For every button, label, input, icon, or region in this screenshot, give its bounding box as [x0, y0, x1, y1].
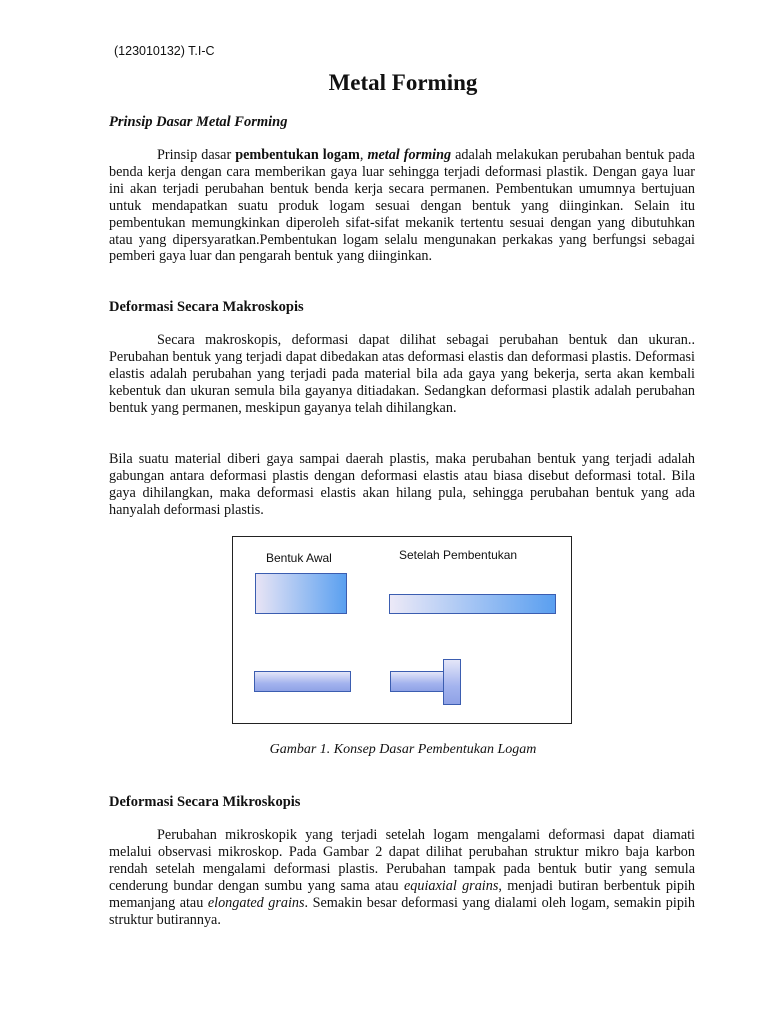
- term-metal-forming: metal forming: [367, 147, 452, 163]
- paragraph-makroskopis-1: Secara makroskopis, deformasi dapat dilihat sebagai perubahan bentuk dan ukuran.. Perubahan bentuk yang terjadi dapat dibedakan atas deformasi elastis dan deformasi plastis. Deformasi elastis adalah perubahan yang terjadi pada material bila ada gaya yang bekerja, serta akan kembali kebentuk dan ukuran semula bila gayanya ditiadakan. Sedangkan deformasi plastik adalah perubahan bentuk yang permanen, meskipun gayanya telah dihilangkan.: [109, 332, 695, 416]
- text-run: Prinsip dasar: [157, 147, 236, 163]
- text-run: ,: [359, 147, 368, 163]
- figure-forming-concept: [232, 536, 572, 724]
- term-elongated-grains: elongated grains: [207, 894, 305, 911]
- label-bentuk-awal: Bentuk Awal: [266, 551, 332, 565]
- student-id-header: (123010132) T.I-C: [114, 44, 215, 58]
- initial-rod-shape: [254, 671, 351, 692]
- section-heading-mikroskopis: Deformasi Secara Mikroskopis: [109, 794, 301, 810]
- term-equiaxial-grains: equiaxial grains: [403, 877, 499, 894]
- text-run: , menjadi butiran berbentuk pipih memanjang atau: [109, 877, 696, 911]
- paragraph-mikroskopis: [109, 827, 695, 928]
- flattened-plate-shape: [389, 594, 556, 614]
- section-heading-prinsip: Prinsip Dasar Metal Forming: [109, 114, 288, 130]
- section-heading-makroskopis: Deformasi Secara Makroskopis: [109, 299, 304, 315]
- label-setelah-pembentukan: Setelah Pembentukan: [399, 548, 518, 562]
- term-pembentukan-logam: pembentukan logam: [235, 147, 360, 163]
- text-run: . Semakin besar deformasi yang dialami oleh logam, semakin pipih struktur butirannya.: [109, 894, 695, 928]
- text-run: adalah melakukan perubahan bentuk pada benda kerja dengan cara memberikan gaya luar sehingga terjadi deformasi plastik. Dengan gaya luar ini akan terjadi perubahan bentuk benda kerja secara permanen. Pembentukan umumnya bertujuan untuk mendapatkan suatu produk logam sesuai dengan bentuk yang diinginkan. Selain itu pembentukan memungkinkan diperoleh sifat-sifat mekanik tertentu sesuai dengan yang dibutuhkan atau yang dipersyaratkan.Pembentukan logam selalu mengunakan perkakas yang berfungsi sebagai pemberi gaya luar dan pengarah bentuk yang diinginkan.: [109, 147, 695, 265]
- text-run: Perubahan mikroskopik yang terjadi setelah logam mengalami deformasi dapat diamati melalui observasi mikroskop. Pada Gambar 2 dapat dilihat perubahan struktur mikro baja karbon rendah setelah mengalami deformasi plastis. Perubahan tampak pada bentuk butir yang semula cenderung bundar dengan sumbu yang sama atau: [109, 827, 695, 894]
- page-title: Metal Forming: [328, 70, 478, 95]
- paragraph-prinsip: [109, 147, 695, 265]
- figure-caption: Gambar 1. Konsep Dasar Pembentukan Logam: [269, 742, 537, 757]
- paragraph-makroskopis-2: Bila suatu material diberi gaya sampai daerah plastis, maka perubahan bentuk yang terjadi adalah gabungan antara deformasi plastis dengan deformasi elastis atau biasa disebut deformasi total. Bila gaya dihilangkan, maka deformasi elastis akan hilang pula, sehingga perubahan bentuk yang ada hanyalah deformasi plastis.: [109, 451, 695, 518]
- headed-rod-head: [443, 659, 461, 705]
- initial-block-shape: [255, 573, 347, 614]
- headed-rod-shank: [390, 671, 444, 692]
